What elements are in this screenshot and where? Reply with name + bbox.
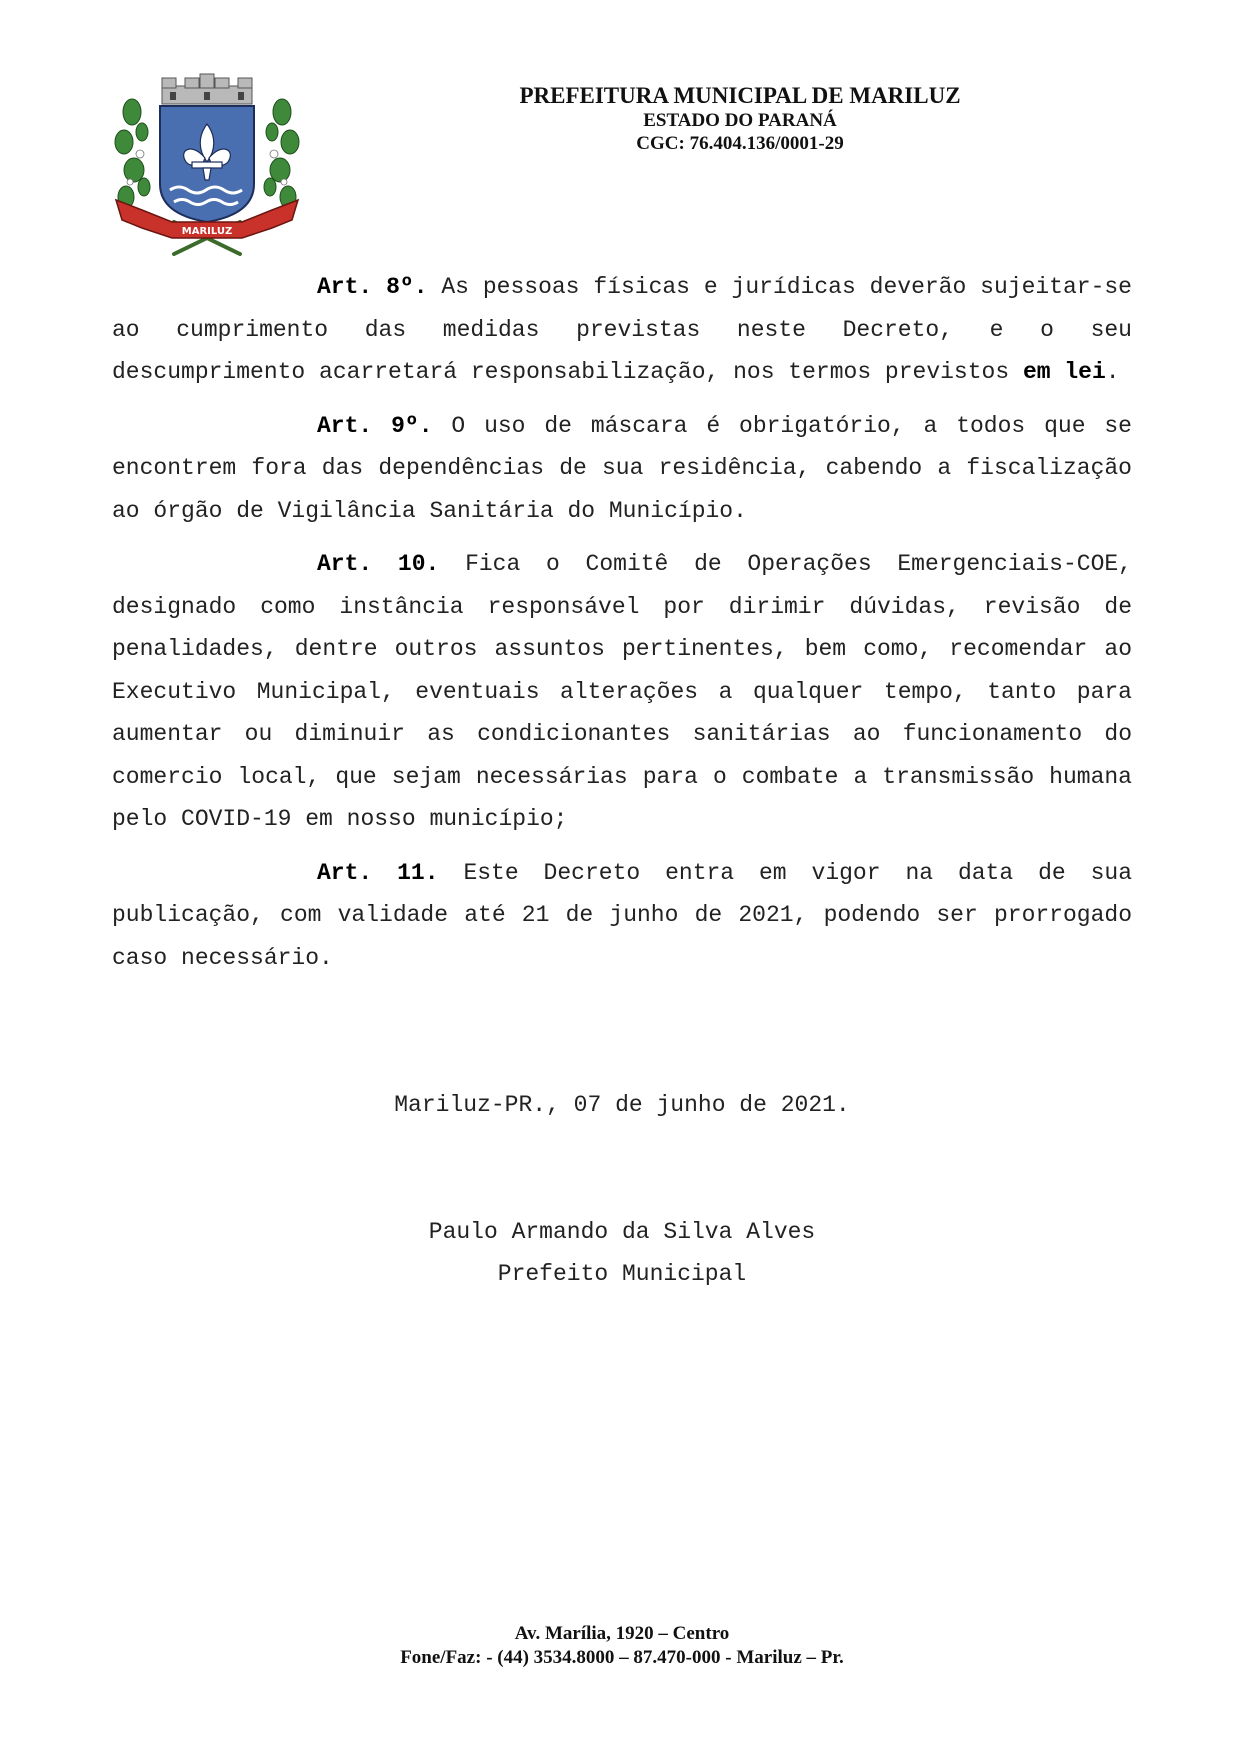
signature-title: Prefeito Municipal <box>497 1261 747 1287</box>
ribbon-text: MARILUZ <box>181 226 233 237</box>
article-label: Art. 11. <box>317 859 439 886</box>
article-text: Este Decreto entra em vigor na data de sua publicação, com validade até 21 de junho de 2021, podendo ser prorrogado caso necessário. <box>112 859 1132 971</box>
article-label: Art. 10. <box>317 551 440 577</box>
decree-body <box>112 266 1132 990</box>
header-cgc: CGC: 76.404.136/0001-29 <box>636 133 844 154</box>
article-10 <box>112 543 1132 841</box>
article-label: Art. 8º. <box>317 274 428 300</box>
article-8 <box>112 266 1132 394</box>
article-text: O uso de máscara é obrigatório, a todos que se encontrem fora das dependências de sua residência, cabendo a fiscalização ao órgão de Vigilância Sanitária do Município. <box>112 412 1132 524</box>
article-11 <box>112 852 1132 980</box>
date-line: Mariluz-PR., 07 de junho de 2021. <box>394 1092 850 1118</box>
right-foliage <box>264 99 299 208</box>
footer-address: Av. Marília, 1920 – Centro <box>514 1623 730 1644</box>
article-bold-phrase: em lei <box>1022 359 1106 385</box>
article-label: Art. 9º. <box>317 412 433 439</box>
municipal-crest-logo <box>112 72 302 258</box>
article-text-end: . <box>1105 359 1120 385</box>
footer-contact: Fone/Faz: - (44) 3534.8000 – 87.470-000 - Mariluz – Pr. <box>400 1647 844 1668</box>
header-state: ESTADO DO PARANÁ <box>643 110 837 131</box>
article-text: Fica o Comitê de Operações Emergenciais-COE, designado como instância responsável por dirimir dúvidas, revisão de penalidades, dentre outros assuntos pertinentes, bem como, recomendar ao Executivo Municipal, eventuais alterações a qualquer tempo, tanto para aumentar ou diminuir as condicionantes sanitárias ao funcionamento do comercio local, que sejam necessárias para o combate a transmissão humana pelo COVID-19 em nosso município; <box>112 551 1132 832</box>
article-9 <box>112 405 1132 533</box>
left-foliage <box>115 99 150 208</box>
signature-name: Paulo Armando da Silva Alves <box>428 1219 816 1245</box>
article-text: As pessoas físicas e jurídicas deverão sujeitar-se ao cumprimento das medidas previstas neste Decreto, e o seu descumprimento acarretará responsabilização, nos termos previstos <box>112 274 1132 385</box>
document-header <box>460 82 1020 155</box>
header-title: PREFEITURA MUNICIPAL DE MARILUZ <box>519 83 961 108</box>
document-footer <box>112 1622 1132 1670</box>
